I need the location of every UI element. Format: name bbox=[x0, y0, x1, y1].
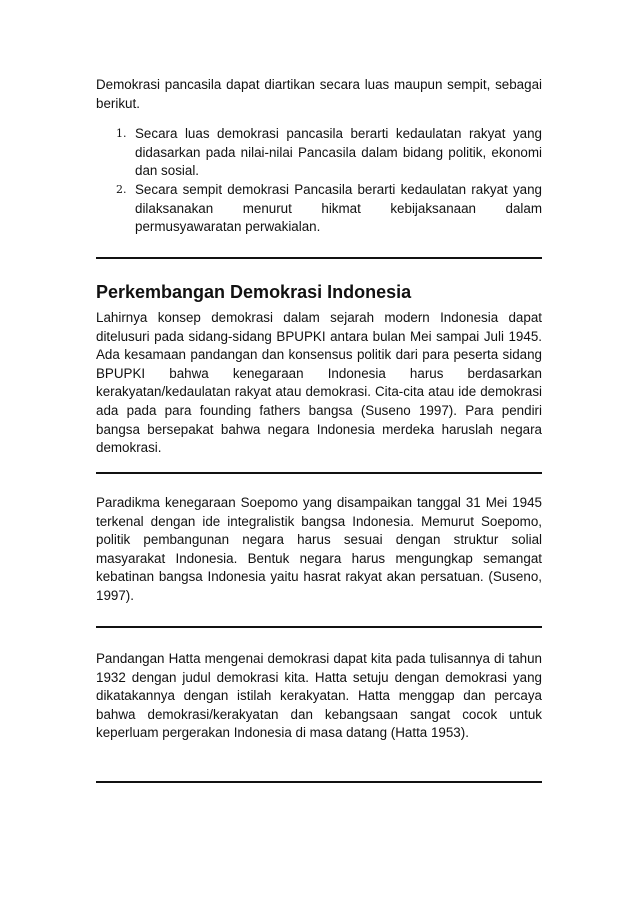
list-number: 1. bbox=[116, 127, 127, 141]
paragraph: Pandangan Hatta mengenai demokrasi dapat kita pada tulisannya di tahun 1932 dengan judul demokrasi kita. Hatta setuju dengan demokrasi yang dikatakannya dengan istilah kerakyatan. Hatta menggap dan percaya bahwa demokrasi/kerakyatan dan kebangsaan sangat cocok untuk keperluam pergerakan Indonesia di masa datang (Hatta 1953). bbox=[96, 651, 542, 741]
list-text: Secara sempit demokrasi Pancasila berarti kedaulatan rakyat yang dilaksanakan menurut hikmat kebijaksanaan dalam permusyawaratan perwakialan. bbox=[135, 181, 542, 235]
horizontal-rule bbox=[96, 257, 542, 259]
intro-list bbox=[96, 125, 542, 237]
section-block bbox=[96, 281, 542, 303]
paragraph: Lahirnya konsep demokrasi dalam sejarah modern Indonesia dapat ditelusuri pada sidang-sidang BPUPKI antara bulan Mei sampai Juli 1945. Ada kesamaan pandangan dan konsensus politik dari para peserta sidang BPUPKI bahwa kenegaraan Indonesia harus berdasarkan kerakyatan/kedaulatan rakyat atau demokrasi. Cita-cita atau ide demokrasi ada pada para founding fathers bangsa (Suseno 1997). Para pendiri bangsa bersepakat bahwa negara Indonesia merdeka haruslah negara demokrasi. bbox=[96, 310, 542, 456]
intro-block bbox=[96, 76, 542, 237]
list-item bbox=[96, 125, 542, 181]
list-number: 2. bbox=[116, 182, 127, 196]
paragraph-block bbox=[96, 309, 542, 458]
horizontal-rule bbox=[96, 781, 542, 783]
paragraph-block bbox=[96, 650, 542, 743]
horizontal-rule bbox=[96, 626, 542, 628]
list-text: Secara luas demokrasi pancasila berarti kedaulatan rakyat yang didasarkan pada nilai-nilai Pancasila dalam bidang politik, ekonomi dan sosial. bbox=[135, 126, 542, 179]
intro-paragraph: Demokrasi pancasila dapat diartikan secara luas maupun sempit, sebagai berikut. bbox=[96, 77, 542, 111]
list-item bbox=[96, 181, 542, 237]
horizontal-rule bbox=[96, 472, 542, 474]
paragraph-block bbox=[96, 494, 542, 606]
section-heading: Perkembangan Demokrasi Indonesia bbox=[96, 282, 412, 302]
paragraph: Paradikma kenegaraan Soepomo yang disampaikan tanggal 31 Mei 1945 terkenal dengan ide integralistik bangsa Indonesia. Memurut Soepomo, politik pembangunan negara harus sesuai dengan struktur solial masyarakat Indonesia. Bentuk negara harus mengungkap semangat kebatinan bangsa Indonesia yaitu hasrat rakyat akan persatuan. (Suseno, 1997). bbox=[96, 495, 542, 603]
